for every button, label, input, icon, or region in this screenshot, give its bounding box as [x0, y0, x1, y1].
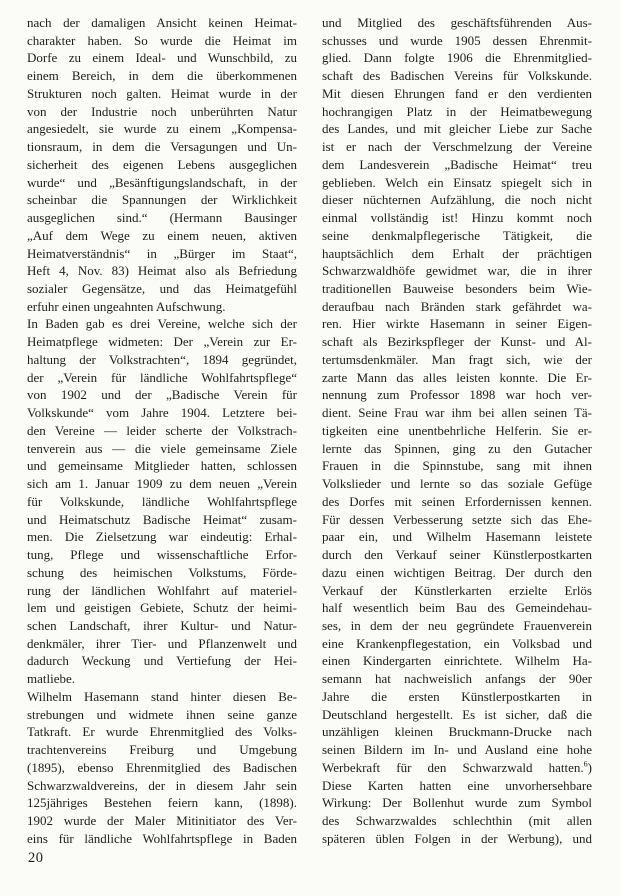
text-line: matliebe.	[27, 671, 76, 687]
text-line: Schwarzwaldhöfe gewidmet war, die in ihrer	[322, 263, 592, 279]
text-line: unzähligen kleinen Bruckmann-Drucke nach	[322, 724, 592, 740]
text-line: tenverein aus — die viele gemeinsame Ziele	[27, 440, 297, 456]
text-line: Jahre die ersten Künstlerpostkarten in	[322, 688, 592, 704]
text-line: Deutschland hergestellt. Es ist sicher, daß die	[322, 706, 592, 722]
text-line: dieser nüchternen Aufzählung, die noch nicht	[322, 192, 592, 208]
text-line: des Dorfes mit seinen Erfordernissen kennen.	[322, 493, 592, 509]
text-line: schung des heimischen Volkstums, Förde-	[27, 564, 297, 580]
text-line: und gemeinsame Mitglieder hatten, schlossen	[27, 458, 297, 474]
text-line: hauptsächlich dem Erhalt der prächtigen	[322, 245, 592, 261]
text-line: Frauen in die Spinnstube, sang mit ihnen	[322, 458, 592, 474]
text-line: lem und geistigen Gebiete, Schutz der heimi-	[27, 600, 297, 616]
text-line: ist er nach der Verschmelzung der Vereine	[322, 139, 592, 155]
text-line: schaft des Badischen Vereins für Volkskunde.	[322, 68, 592, 84]
text-line: und Mitglied des geschäftsführenden Aus-	[322, 15, 592, 30]
text-line: nach der damaligen Ansicht keinen Heimat-	[27, 15, 297, 30]
text-line: von 1902 und der „Badische Verein für	[27, 387, 297, 403]
text-line: ren. Hier wirkte Hasemann in seiner Eigen-	[322, 316, 592, 332]
text-line: des Landes, und mit gleicher Liebe zur Sache	[322, 121, 592, 137]
text-line: 125jähriges Bestehen feiern kann, (1898).	[27, 795, 297, 811]
text-line: schaft als Bezirkspfleger der Kunst- und Al-	[322, 334, 592, 350]
text-line: ses, in dem der neu gegründete Frauenverein	[322, 617, 592, 633]
text-line: den Vereine — leider scherte der Volkstrach-	[27, 422, 297, 438]
text-column-right	[322, 14, 592, 848]
text-line: Heft 4, Nov. 83) Heimat also als Befriedung	[27, 263, 297, 279]
text-line: sicherheit des eigenen Lebens ausgeglichen	[27, 156, 297, 172]
text-line: deraufbau nach Bränden stark gefährdet wa-	[322, 298, 592, 314]
text-line: Diese Karten hatten eine unvorhersehbare	[322, 777, 592, 793]
text-line: „Auf dem Wege zu einem neuen, aktiven	[27, 227, 297, 243]
text-line: Dorfe zu einem Ideal- und Wunschbild, zu	[27, 50, 297, 66]
text-line: tionsraum, in dem die Versagungen und Un-	[27, 139, 297, 155]
text-line: tung, Pflege und wissenschaftliche Erfor-	[27, 547, 297, 563]
text-line: haltung der Volkstrachten“, 1894 gegründet,	[27, 351, 297, 367]
text-line: Werbekraft für den Schwarzwald hatten.$^6$)	[322, 759, 592, 775]
text-line: nennung zum Professor 1898 war hoch ver-	[322, 387, 592, 403]
text-line: eine Krankenpflegestation, ein Volksbad und	[322, 635, 592, 651]
text-line: semann hat nachweislich anfangs der 90er	[322, 671, 592, 687]
text-line: dazu einen wichtigen Beitrag. Der durch den	[322, 564, 592, 580]
text-line: und Heimatschutz Badische Heimat“ zusam-	[27, 511, 297, 527]
text-line: charakter haben. So wurde die Heimat im	[27, 32, 297, 48]
text-line: Volkslieder und lernte so das soziale Gefüge	[322, 476, 592, 492]
text-line: Schwarzwaldvereins, der in diesem Jahr sein	[27, 777, 297, 793]
text-line: dient. Seine Frau war ihm bei allen seinen Tä-	[322, 405, 592, 421]
text-line: (1895), ebenso Ehrenmitglied des Badischen	[27, 759, 297, 775]
two-column-text-block	[27, 14, 592, 848]
text-line: einen Kindergarten einrichtete. Wilhelm Ha-	[322, 653, 592, 669]
text-line: hochrangigen Platz in der Heimatbewegung	[322, 103, 592, 119]
text-line: erfuhr einen ungeahnten Aufschwung.	[27, 298, 226, 314]
text-line: des Schwarzwaldes schlechthin (mit allen	[322, 813, 592, 829]
text-line: durch den Verkauf seiner Künstlerpostkarten	[322, 547, 592, 563]
text-line: Mit diesen Ehrungen fand er den verdienten	[322, 85, 592, 101]
text-line: zarte Mann das alles leisten konnte. Die Er-	[322, 369, 592, 385]
text-line: Strukturen noch galten. Heimat wurde in der	[27, 85, 297, 101]
text-line: 1902 wurde der Maler Mitinitiator des Ver-	[27, 813, 297, 829]
text-line: der „Verein für ländliche Wohlfahrtspflege“	[27, 369, 297, 385]
text-line: In Baden gab es drei Vereine, welche sich der	[27, 316, 297, 332]
text-line: geblieben. Welch ein Einsatz spiegelt sich in	[322, 174, 592, 190]
text-line: dadurch Weckung und Vertiefung der Hei-	[27, 653, 297, 669]
text-line: Volkskunde“ vom Jahre 1904. Letztere bei-	[27, 405, 297, 421]
text-line: trachtenvereins Freiburg und Umgebung	[27, 742, 297, 758]
text-line: Heimatpflege widmeten: Der „Verein zur Er-	[27, 334, 297, 350]
text-line: von der Industrie noch unberührten Natur	[27, 103, 297, 119]
text-line: seine denkmalpflegerische Tätigkeit, die	[322, 227, 592, 243]
text-line: sich am 1. Januar 1909 zu dem neuen „Verein	[27, 476, 297, 492]
text-line: Heimatverständnis“ in „Bürger im Staat“,	[27, 245, 297, 261]
text-line: Tatkraft. Er wurde Ehrenmitglied des Volks-	[27, 724, 297, 740]
text-line: strebungen und widmete ihnen seine ganze	[27, 706, 297, 722]
text-line: wurde“ und „Besänftigungslandschaft, in der	[27, 174, 297, 190]
text-line: tigkeiten eine unentbehrliche Helferin. Sie er-	[322, 422, 592, 438]
text-line: späteren üblen Folgen in der Werbung), und	[322, 830, 592, 846]
text-line: eins für ländliche Wohlfahrtspflege in Baden	[27, 830, 297, 846]
text-line: dem Landesverein „Badische Heimat“ treu	[322, 156, 592, 172]
footnote-marker: 6	[583, 759, 588, 769]
text-column-left	[27, 14, 297, 848]
text-line: scheinbar die Spannungen der Wirklichkeit	[27, 192, 297, 208]
text-line: Verkauf der Künstlerkarten erzielte Erlös	[322, 582, 592, 598]
text-line: half wesentlich beim Bau des Gemeindehau-	[322, 600, 592, 616]
text-line: angesiedelt, sie wurde zu einem „Kompensa-	[27, 121, 297, 137]
text-line: men. Die Zielsetzung war eindeutig: Erhal-	[27, 529, 297, 545]
text-line: paar ein, und Wilhelm Hasemann leistete	[322, 529, 592, 545]
text-line: lernte das Spinnen, ging zu den Gutacher	[322, 440, 592, 456]
page-number: 20	[28, 850, 44, 866]
text-line: Für dessen Verbesserung setzte sich das Ehe-	[322, 511, 592, 527]
text-line: schen Landschaft, ihrer Kultur- und Natur-	[27, 617, 297, 633]
text-line: Wilhelm Hasemann stand hinter diesen Be-	[27, 688, 297, 704]
text-line: Wirkung: Der Bollenhut wurde zum Symbol	[322, 795, 592, 811]
text-line: ausgeglichen sind.“ (Hermann Bausinger	[27, 210, 297, 226]
text-line: seinen Bildern im In- und Ausland eine hohe	[322, 742, 592, 758]
text-line: glied. Dann folgte 1906 die Ehrenmitglied-	[322, 50, 592, 66]
text-line: einem Bereich, in dem die überkommenen	[27, 68, 297, 84]
text-line: rung der ländlichen Wohlfahrt auf materiel-	[27, 582, 297, 598]
text-line: denkmäler, ihrer Tier- und Pflanzenwelt und	[27, 635, 297, 651]
text-line: einmal vollständig ist! Hinzu kommt noch	[322, 210, 592, 226]
text-line: tertumsdenkmäler. Man fragt sich, wie der	[322, 351, 592, 367]
text-line: traditionellen Bauweise besonders beim Wie-	[322, 281, 592, 297]
text-line: für Volkskunde, ländliche Wohlfahrtspflege	[27, 493, 297, 509]
text-line: sozialer Gegensätze, und das Heimatgefühl	[27, 281, 297, 297]
text-line: schusses und wurde 1905 dessen Ehrenmit-	[322, 32, 592, 48]
